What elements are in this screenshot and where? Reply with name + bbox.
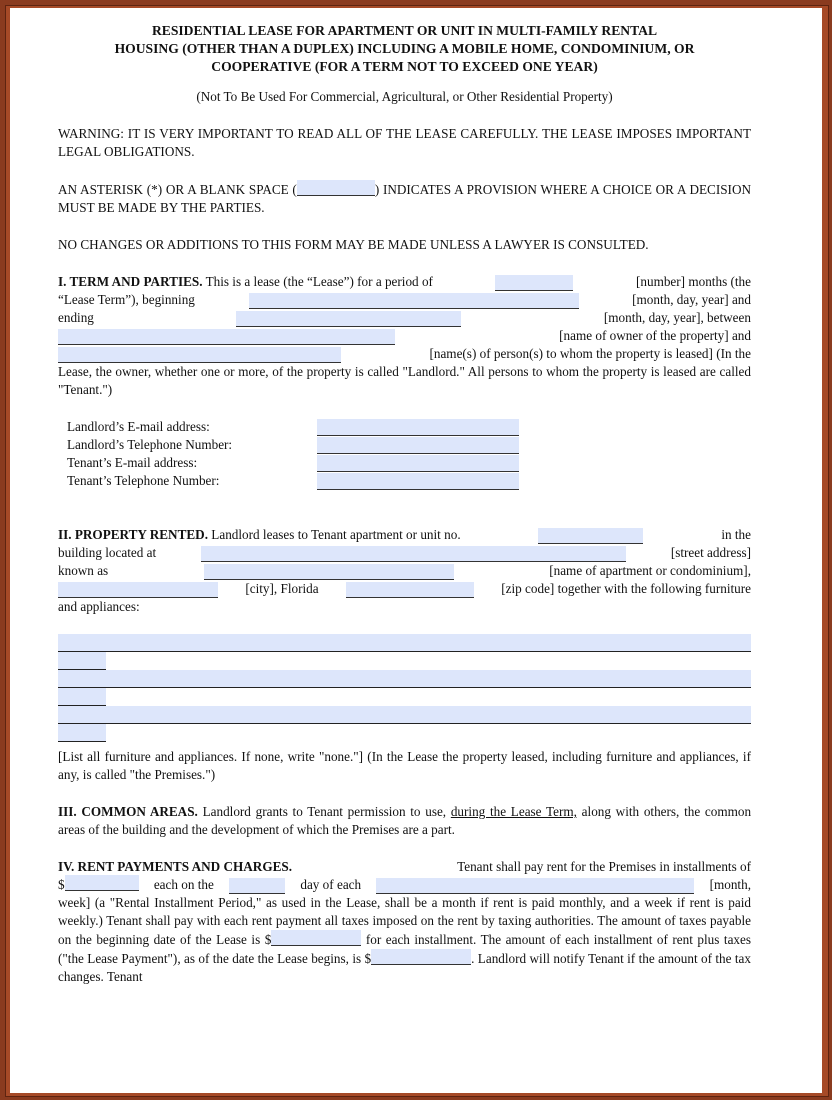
section4-text: Tenant shall pay rent for the Premises in installments of (457, 859, 751, 874)
landlord-email-field[interactable] (317, 419, 519, 436)
section4-text: each on the (153, 877, 214, 892)
section4-text: day of each (300, 877, 362, 892)
title-line: COOPERATIVE (FOR A TERM NOT TO EXCEED ONE YEAR) (211, 59, 598, 74)
section-rent-payments (58, 858, 751, 986)
section2-heading: II. PROPERTY RENTED. (58, 527, 208, 542)
section-property-rented (58, 526, 751, 784)
contact-label: Tenant’s E-mail address: (67, 455, 198, 470)
furniture-line-field[interactable] (58, 688, 106, 706)
asterisk-text-a: AN ASTERISK (*) OR A BLANK SPACE ( (58, 182, 297, 197)
furniture-line-field[interactable] (58, 670, 751, 688)
contact-label: Landlord’s Telephone Number: (67, 437, 233, 452)
contact-label: Tenant’s Telephone Number: (67, 473, 220, 488)
section4-text: . Landlord will notify Tenant if the amount of the tax changes. Tenant (58, 951, 751, 984)
city-field[interactable] (58, 582, 218, 598)
furniture-line-field[interactable] (58, 634, 751, 652)
section2-text: in the (721, 527, 751, 542)
section4-text: for (365, 932, 382, 947)
tenant-email-field[interactable] (317, 455, 519, 472)
lease-months-field[interactable] (495, 275, 573, 291)
section-common-areas (58, 803, 751, 839)
section-term-and-parties (58, 273, 751, 490)
section2-text: [city], Florida (245, 581, 319, 596)
lease-page (10, 8, 822, 1093)
section1-text: [name(s) of person(s) to whom the property is leased] (In the (429, 346, 751, 361)
document-title (58, 22, 751, 76)
section1-heading: I. TERM AND PARTIES. (58, 274, 203, 289)
section1-text: ending (58, 310, 94, 325)
section2-text: and appliances: (58, 599, 140, 614)
dollar-sign: $ (58, 877, 65, 892)
unit-number-field[interactable] (538, 528, 643, 544)
warning-notice: WARNING: IT IS VERY IMPORTANT TO READ ALL OF THE LEASE CAREFULLY. THE LEASE IMPOSES IMPORTANT LEGAL OBLIGATIONS. (58, 126, 751, 159)
furniture-note: [List all furniture and appliances. If none, write "none."] (In the Lease the property leased, including furniture and appliances, if any, is called "the Premises.") (58, 749, 751, 782)
section1-text: [month, day, year] and (632, 292, 751, 307)
contact-label: Landlord’s E-mail address: (67, 419, 210, 434)
section2-text: [name of apartment or condominium], (549, 563, 751, 578)
furniture-list (58, 634, 751, 742)
example-blank (297, 180, 375, 196)
section2-text: known as (58, 563, 109, 578)
payment-period-field[interactable] (376, 878, 694, 894)
section4-text: each installment. The amount of each installment of rent plus taxes ("the Lease Payment"), as of the date the Lease begins, is $ (58, 932, 752, 966)
lease-content (58, 22, 751, 986)
section1-text: “Lease Term”), beginning (58, 292, 195, 307)
owner-name-field[interactable] (58, 329, 395, 345)
landlord-phone-field[interactable] (317, 437, 519, 454)
section3-text: Landlord grants to Tenant permission to use, (202, 804, 447, 819)
landlord-email-row (58, 418, 751, 436)
tax-amount-field[interactable] (271, 930, 361, 946)
section4-text: week] (a "Rental Installment Period," as used in the Lease, shall be a month if rent is paid monthly, and a week if rent is paid weekly.) Tenant shall pay with each rent payment all taxes imposed on the rent by taxing authorities. The amount of taxes payable on the beginning date of the Lease is $ (58, 895, 751, 947)
document-subtitle: (Not To Be Used For Commercial, Agricultural, or Other Residential Property) (196, 89, 613, 104)
section3-text: along with others, the common areas of the building and the development of which the Premises are a part. (58, 804, 752, 837)
tenant-names-field[interactable] (58, 347, 341, 363)
payment-day-field[interactable] (229, 878, 285, 894)
section1-rest: Lease, the owner, whether one or more, of the property is called "Landlord." All persons to whom the property is leased are called "Tenant.") (58, 364, 751, 397)
title-line: RESIDENTIAL LEASE FOR APARTMENT OR UNIT IN MULTI-FAMILY RENTAL (151, 23, 658, 38)
rent-installment-field[interactable] (65, 875, 139, 891)
section2-text: building located at (58, 545, 157, 560)
furniture-line-field[interactable] (58, 652, 106, 670)
tenant-email-row (58, 454, 751, 472)
furniture-line-field[interactable] (58, 724, 106, 742)
property-name-field[interactable] (204, 564, 454, 580)
furniture-line-field[interactable] (58, 706, 751, 724)
asterisk-text-b: ) INDICATES A PROVISION WHERE A CHOICE OR A DECISION MUST BE MADE BY THE PARTIES. (58, 182, 751, 215)
begin-date-field[interactable] (249, 293, 579, 309)
section4-heading: IV. RENT PAYMENTS AND CHARGES. (58, 859, 293, 874)
end-date-field[interactable] (236, 311, 461, 327)
section2-text: [street address] (670, 545, 751, 560)
asterisk-notice (58, 180, 751, 217)
section1-text: [month, day, year], between (603, 310, 751, 325)
section1-text: This is a lease (the “Lease”) for a period of (205, 274, 433, 289)
section4-text: [month, (709, 877, 751, 892)
street-address-field[interactable] (201, 546, 626, 562)
title-line: HOUSING (OTHER THAN A DUPLEX) INCLUDING A MOBILE HOME, CONDOMINIUM, OR (114, 41, 695, 56)
section2-text: [zip code] together with the following furniture (501, 581, 751, 596)
section3-heading: III. COMMON AREAS. (58, 804, 198, 819)
lease-payment-field[interactable] (371, 949, 471, 965)
no-changes-notice: NO CHANGES OR ADDITIONS TO THIS FORM MAY BE MADE UNLESS A LAWYER IS CONSULTED. (58, 237, 649, 252)
section2-text: Landlord leases to Tenant apartment or unit no. (211, 527, 461, 542)
section1-text: [name of owner of the property] and (559, 328, 751, 343)
section1-text: [number] months (the (636, 274, 751, 289)
zip-code-field[interactable] (346, 582, 474, 598)
tenant-phone-field[interactable] (317, 473, 519, 490)
section4-rest (58, 894, 751, 986)
landlord-phone-row (58, 436, 751, 454)
section3-underlined: during the Lease Term, (450, 804, 577, 819)
tenant-phone-row (58, 472, 751, 490)
